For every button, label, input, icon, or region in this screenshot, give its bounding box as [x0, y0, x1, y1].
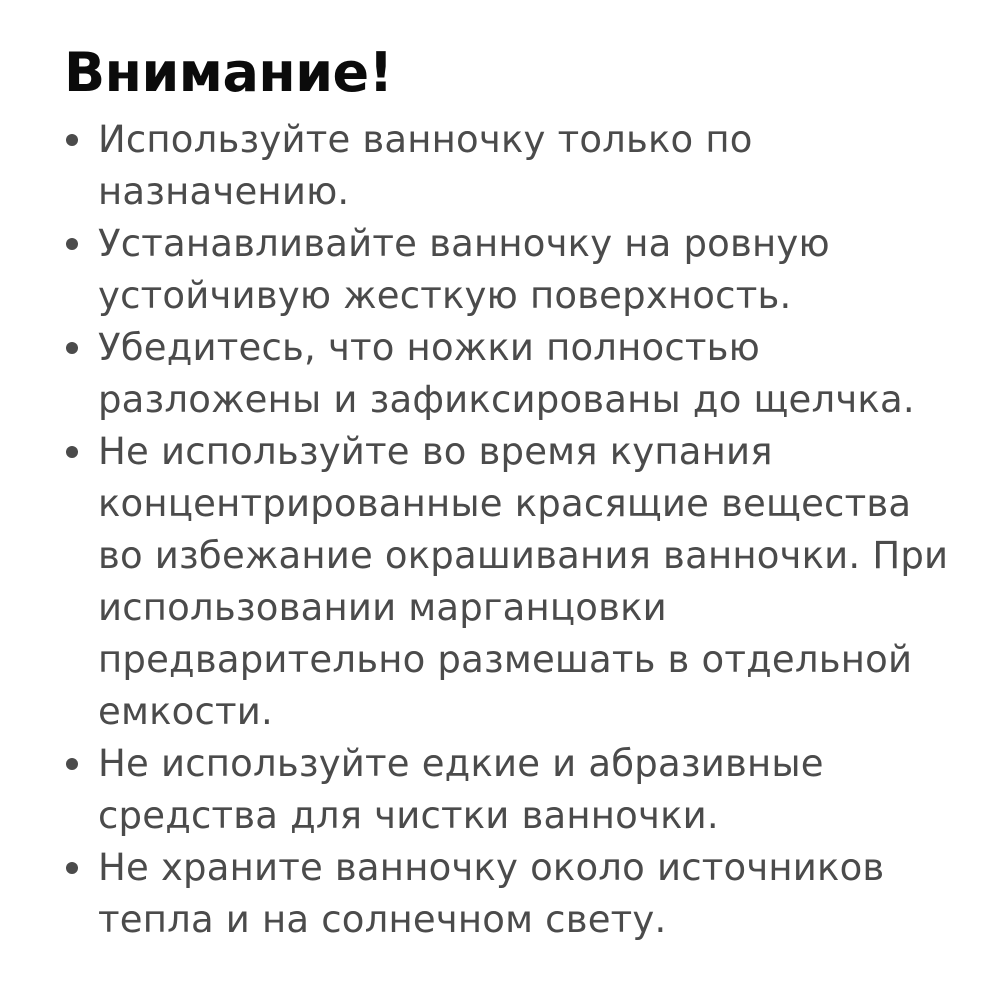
bullet-icon [66, 238, 78, 250]
list-item [64, 114, 950, 218]
bullet-icon [66, 446, 78, 458]
list-item [64, 842, 950, 946]
list-item-text: Устанавливайте ванночку на ровную устойчивую жесткую поверхность. [98, 222, 830, 317]
bullet-icon [66, 758, 78, 770]
page-title: Внимание! [64, 41, 393, 104]
list-item-text: Не храните ванночку около источников тепла и на солнечном свету. [98, 846, 885, 941]
list-item [64, 426, 950, 738]
bullet-icon [66, 342, 78, 354]
bullet-icon [66, 134, 78, 146]
bullet-icon [66, 862, 78, 874]
list-item [64, 218, 950, 322]
list-item-text: Не используйте во время купания концентрированные красящие вещества во избежание окрашивания ванночки. При использовании марганцовки предварительно размешать в отдельной емкости. [98, 430, 949, 733]
list-item [64, 322, 950, 426]
list-item-text: Используйте ванночку только по назначению. [98, 118, 753, 213]
list-item-text: Не используйте едкие и абразивные средства для чистки ванночки. [98, 742, 824, 837]
list-item [64, 738, 950, 842]
list-item-text: Убедитесь, что ножки полностью разложены и зафиксированы до щелчка. [98, 326, 915, 421]
warning-list [64, 114, 950, 946]
